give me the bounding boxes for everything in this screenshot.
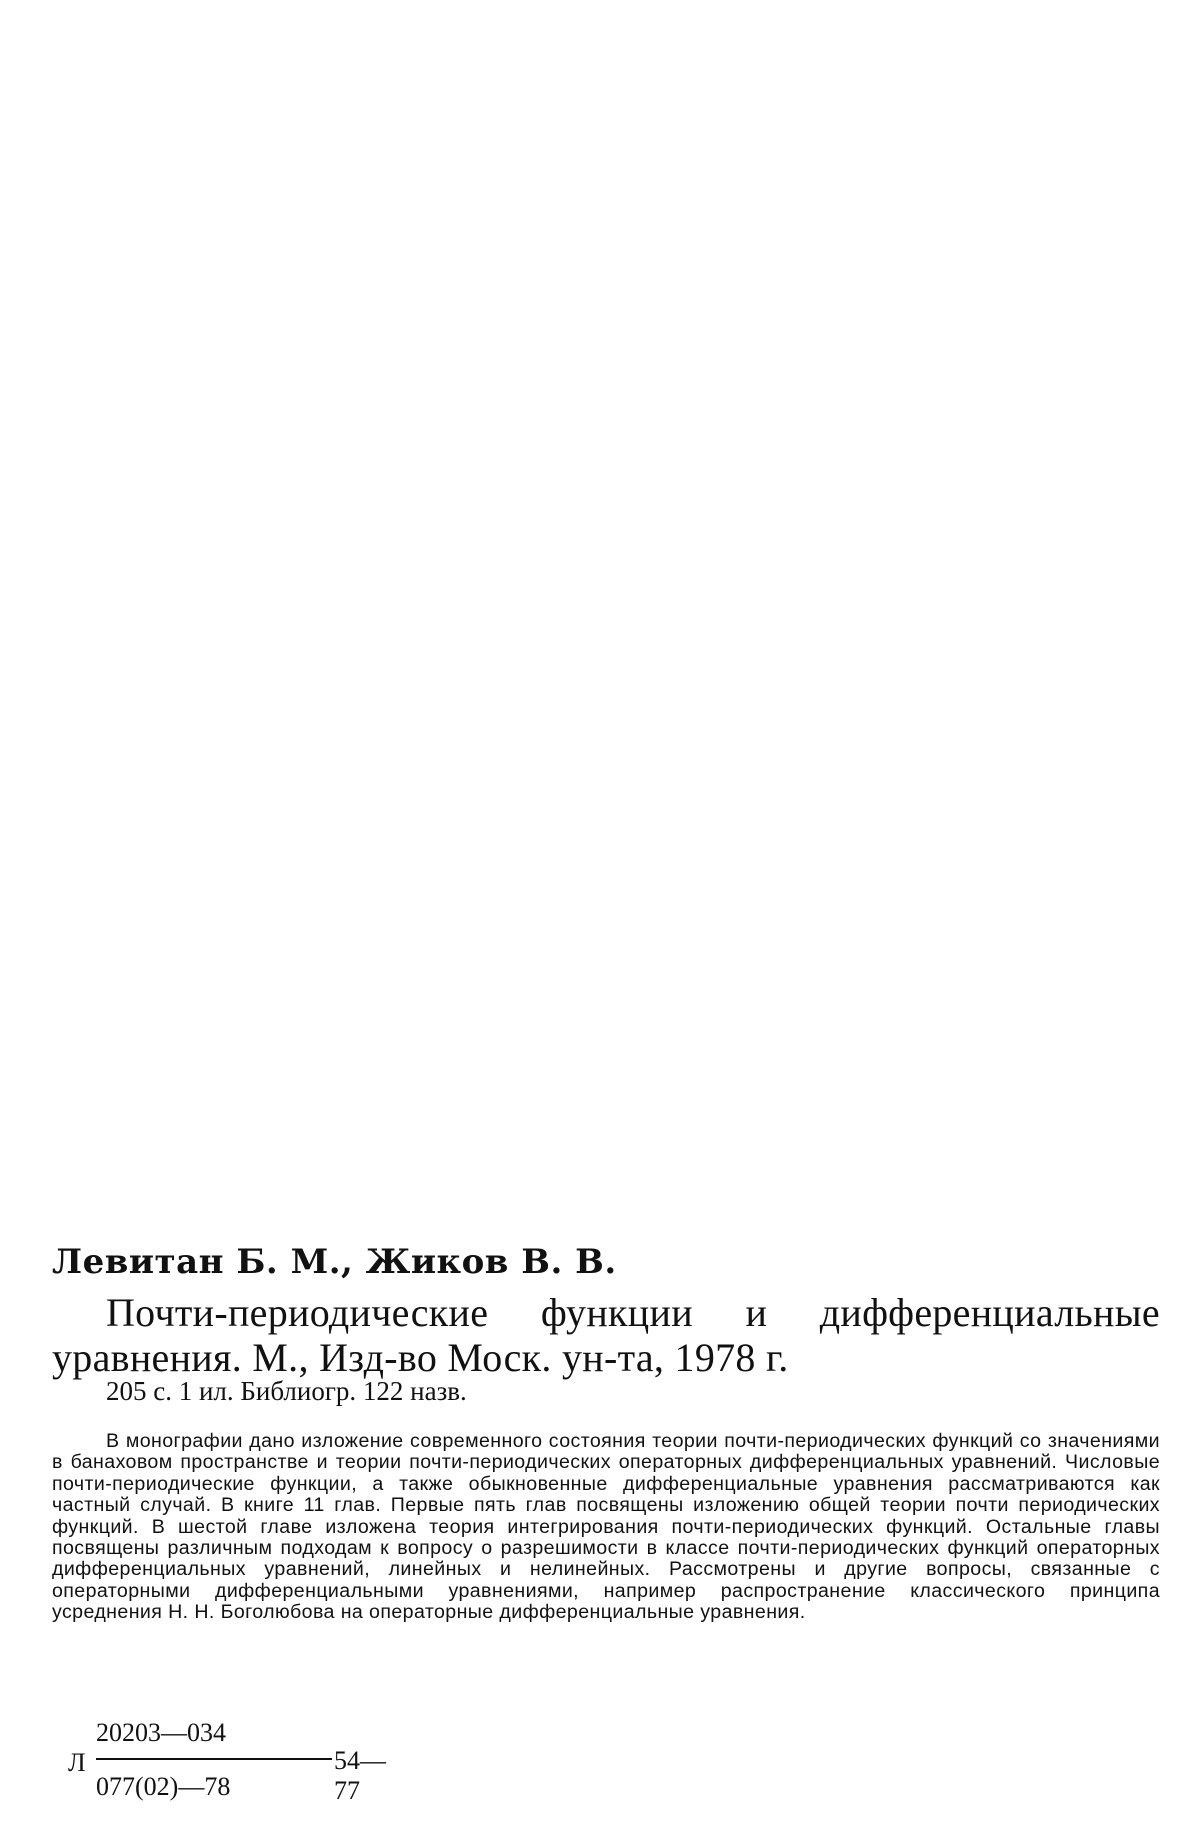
- authors-line: Левитан Б. М., Жиков В. В.: [52, 1242, 617, 1282]
- annotation-paragraph: В монографии дано изложение современного состояния теории почти-периодических функций со значениями в банаховом пространстве и теории почти-периодических операторных дифференциальных уравнений. Числовые почти-периодические функции, а также обыкновенные дифференциальные уравнения рассматриваются как частный случай. В книге 11 глав. Первые пять глав посвящены изложению общей теории почти периодических функций. В шестой главе изложена теория интегрирования почти-периодических функций. Остальные главы посвящены различным подходам к вопросу о разрешимости в классе почти-периодических функций операторных дифференциальных уравнений, линейных и нелинейных. Рассмотрены и другие вопросы, связанные с операторными дифференциальными уравнениями, например распространение классического принципа усреднения Н. Н. Боголюбова на операторные дифференциальные уравнения.: [52, 1430, 1160, 1624]
- fraction-line: [96, 1758, 332, 1760]
- code-denominator: 077(02)—78: [96, 1772, 231, 1801]
- classification-code: [68, 1718, 388, 1808]
- code-suffix: 54—77: [334, 1746, 386, 1805]
- title-and-publication: Почти-периодические функции и дифференциальные уравнения. М., Изд-во Моск. ун-та, 1978 г.: [52, 1290, 1160, 1380]
- code-letter: Л: [68, 1748, 86, 1777]
- page-count-and-bibliography: 205 с. 1 ил. Библиогр. 122 назв.: [106, 1376, 467, 1406]
- code-numerator: 20203—034: [96, 1718, 226, 1747]
